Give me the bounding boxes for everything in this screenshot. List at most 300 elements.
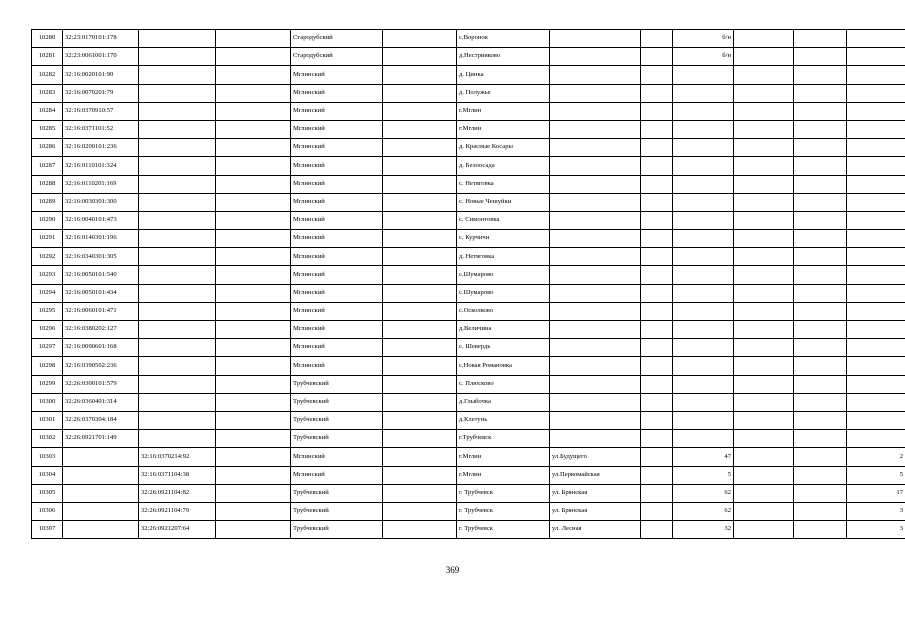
extra-cell <box>216 284 291 302</box>
apartment-cell: 3 <box>847 502 905 520</box>
building-cadastral-cell <box>139 357 216 375</box>
district-cell: Стародубский <box>291 30 383 48</box>
house-number-cell <box>673 175 734 193</box>
cadastral-number-cell: 32:16:0370910:57 <box>63 102 139 120</box>
block-cell <box>794 157 847 175</box>
building-cell <box>734 211 794 229</box>
house-number-cell <box>673 66 734 84</box>
street-cell <box>550 175 641 193</box>
locality-cell: д. Нетяговка <box>457 248 550 266</box>
extra-cell <box>216 321 291 339</box>
extra-cell <box>216 393 291 411</box>
cadastral-number-cell: 32:23:0061001:170 <box>63 48 139 66</box>
street-cell <box>550 393 641 411</box>
table-row <box>32 266 905 284</box>
extra-cell <box>216 266 291 284</box>
gap-cell <box>641 375 673 393</box>
district-cell: Стародубский <box>291 48 383 66</box>
district-cell: Мглинский <box>291 175 383 193</box>
table-row <box>32 30 905 48</box>
page-number: 369 <box>445 565 460 575</box>
street-cell <box>550 321 641 339</box>
house-number-cell: 62 <box>673 502 734 520</box>
district-cell: Мглинский <box>291 466 383 484</box>
building-cadastral-cell <box>139 120 216 138</box>
house-number-cell <box>673 284 734 302</box>
row-number-cell: 10303 <box>32 448 63 466</box>
street-cell <box>550 102 641 120</box>
apartment-cell <box>847 66 905 84</box>
building-cell <box>734 339 794 357</box>
locality-cell: с.Осколково <box>457 302 550 320</box>
settlement-type-cell <box>383 139 457 157</box>
building-cell <box>734 302 794 320</box>
gap-cell <box>641 211 673 229</box>
gap-cell <box>641 484 673 502</box>
table-row <box>32 411 905 429</box>
table-row <box>32 448 905 466</box>
apartment-cell <box>847 393 905 411</box>
row-number-cell: 10305 <box>32 484 63 502</box>
locality-cell: г. Трубчевск <box>457 484 550 502</box>
street-cell <box>550 339 641 357</box>
building-cell <box>734 139 794 157</box>
extra-cell <box>216 375 291 393</box>
extra-cell <box>216 193 291 211</box>
locality-cell: с. Симонтовка <box>457 211 550 229</box>
street-cell <box>550 48 641 66</box>
extra-cell <box>216 248 291 266</box>
street-cell <box>550 120 641 138</box>
row-number-cell: 10300 <box>32 393 63 411</box>
building-cell <box>734 357 794 375</box>
building-cell <box>734 175 794 193</box>
block-cell <box>794 484 847 502</box>
table-row <box>32 230 905 248</box>
block-cell <box>794 521 847 539</box>
gap-cell <box>641 466 673 484</box>
settlement-type-cell <box>383 248 457 266</box>
table-row <box>32 302 905 320</box>
house-number-cell <box>673 102 734 120</box>
cadastral-number-cell: 32:23:0170101:178 <box>63 30 139 48</box>
extra-cell <box>216 139 291 157</box>
table-row <box>32 120 905 138</box>
cadastral-number-cell: 32:16:0060101:471 <box>63 302 139 320</box>
street-cell <box>550 302 641 320</box>
district-cell: Мглинский <box>291 284 383 302</box>
row-number-cell: 10288 <box>32 175 63 193</box>
locality-cell: с. Нетяговка <box>457 175 550 193</box>
block-cell <box>794 375 847 393</box>
block-cell <box>794 48 847 66</box>
building-cadastral-cell <box>139 66 216 84</box>
extra-cell <box>216 339 291 357</box>
settlement-type-cell <box>383 193 457 211</box>
apartment-cell <box>847 230 905 248</box>
gap-cell <box>641 230 673 248</box>
house-number-cell <box>673 302 734 320</box>
table-row <box>32 393 905 411</box>
house-number-cell <box>673 157 734 175</box>
gap-cell <box>641 157 673 175</box>
table-row <box>32 48 905 66</box>
district-cell: Мглинский <box>291 157 383 175</box>
district-cell: Мглинский <box>291 120 383 138</box>
building-cell <box>734 48 794 66</box>
district-cell: Трубчевский <box>291 502 383 520</box>
row-number-cell: 10287 <box>32 157 63 175</box>
locality-cell: г.Трубчевск <box>457 430 550 448</box>
block-cell <box>794 248 847 266</box>
cadastral-number-cell <box>63 448 139 466</box>
district-cell: Трубчевский <box>291 393 383 411</box>
block-cell <box>794 193 847 211</box>
extra-cell <box>216 157 291 175</box>
row-number-cell: 10297 <box>32 339 63 357</box>
block-cell <box>794 284 847 302</box>
row-number-cell: 10302 <box>32 430 63 448</box>
apartment-cell: 3 <box>847 521 905 539</box>
extra-cell <box>216 230 291 248</box>
apartment-cell <box>847 248 905 266</box>
locality-cell: с.Воронок <box>457 30 550 48</box>
district-cell: Мглинский <box>291 302 383 320</box>
block-cell <box>794 84 847 102</box>
settlement-type-cell <box>383 230 457 248</box>
cadastral-number-cell <box>63 466 139 484</box>
street-cell <box>550 357 641 375</box>
locality-cell: г. Трубчевск <box>457 521 550 539</box>
apartment-cell <box>847 284 905 302</box>
cadastral-number-cell: 32:16:0371101:52 <box>63 120 139 138</box>
apartment-cell <box>847 157 905 175</box>
cadastral-number-cell: 32:26:0300101:579 <box>63 375 139 393</box>
building-cell <box>734 502 794 520</box>
block-cell <box>794 175 847 193</box>
cadastral-number-cell <box>63 521 139 539</box>
district-cell: Мглинский <box>291 448 383 466</box>
row-number-cell: 10286 <box>32 139 63 157</box>
house-number-cell: 5 <box>673 466 734 484</box>
house-number-cell <box>673 248 734 266</box>
cadastral-number-cell: 32:16:0090601:168 <box>63 339 139 357</box>
row-number-cell: 10291 <box>32 230 63 248</box>
locality-cell: г.Мглин <box>457 466 550 484</box>
house-number-cell: 62 <box>673 484 734 502</box>
district-cell: Мглинский <box>291 321 383 339</box>
gap-cell <box>641 266 673 284</box>
building-cadastral-cell <box>139 193 216 211</box>
table-row <box>32 466 905 484</box>
cadastral-number-cell: 32:26:0360401:314 <box>63 393 139 411</box>
settlement-type-cell <box>383 430 457 448</box>
gap-cell <box>641 30 673 48</box>
apartment-cell <box>847 175 905 193</box>
cadastral-number-cell: 32:16:0020101:90 <box>63 66 139 84</box>
gap-cell <box>641 430 673 448</box>
street-cell <box>550 248 641 266</box>
locality-cell: г.Мглин <box>457 120 550 138</box>
block-cell <box>794 211 847 229</box>
block-cell <box>794 30 847 48</box>
cadastral-number-cell <box>63 484 139 502</box>
apartment-cell <box>847 102 905 120</box>
table-row <box>32 248 905 266</box>
gap-cell <box>641 66 673 84</box>
table-row <box>32 484 905 502</box>
street-cell <box>550 211 641 229</box>
block-cell <box>794 411 847 429</box>
gap-cell <box>641 48 673 66</box>
settlement-type-cell <box>383 66 457 84</box>
building-cadastral-cell <box>139 102 216 120</box>
cadastral-number-cell <box>63 502 139 520</box>
house-number-cell: б/н <box>673 30 734 48</box>
table-row <box>32 375 905 393</box>
building-cadastral-cell <box>139 175 216 193</box>
table-row <box>32 211 905 229</box>
building-cadastral-cell <box>139 284 216 302</box>
locality-cell: д. Цинка <box>457 66 550 84</box>
building-cell <box>734 284 794 302</box>
street-cell <box>550 193 641 211</box>
building-cell <box>734 321 794 339</box>
block-cell <box>794 466 847 484</box>
locality-cell: с.Шумарово <box>457 284 550 302</box>
locality-cell: г.Мглин <box>457 448 550 466</box>
building-cadastral-cell <box>139 157 216 175</box>
house-number-cell <box>673 393 734 411</box>
block-cell <box>794 393 847 411</box>
row-number-cell: 10294 <box>32 284 63 302</box>
building-cadastral-cell <box>139 411 216 429</box>
house-number-cell <box>673 230 734 248</box>
building-cell <box>734 30 794 48</box>
table-row <box>32 284 905 302</box>
row-number-cell: 10285 <box>32 120 63 138</box>
cadastral-number-cell: 32:16:0050101:540 <box>63 266 139 284</box>
street-cell: ул. Брянская <box>550 484 641 502</box>
building-cadastral-cell <box>139 248 216 266</box>
settlement-type-cell <box>383 30 457 48</box>
street-cell <box>550 230 641 248</box>
house-number-cell: 47 <box>673 448 734 466</box>
district-cell: Мглинский <box>291 230 383 248</box>
street-cell: ул.Будущего <box>550 448 641 466</box>
row-number-cell: 10290 <box>32 211 63 229</box>
block-cell <box>794 502 847 520</box>
cadastral-number-cell: 32:16:0340301:305 <box>63 248 139 266</box>
row-number-cell: 10301 <box>32 411 63 429</box>
locality-cell: г. Трубчевск <box>457 502 550 520</box>
gap-cell <box>641 393 673 411</box>
settlement-type-cell <box>383 484 457 502</box>
building-cell <box>734 375 794 393</box>
table-row <box>32 175 905 193</box>
building-cell <box>734 393 794 411</box>
row-number-cell: 10296 <box>32 321 63 339</box>
house-number-cell <box>673 357 734 375</box>
district-cell: Трубчевский <box>291 484 383 502</box>
apartment-cell <box>847 302 905 320</box>
apartment-cell: 2 <box>847 448 905 466</box>
row-number-cell: 10280 <box>32 30 63 48</box>
settlement-type-cell <box>383 411 457 429</box>
apartment-cell: 5 <box>847 466 905 484</box>
apartment-cell <box>847 139 905 157</box>
locality-cell: с. Плюсково <box>457 375 550 393</box>
extra-cell <box>216 120 291 138</box>
cadastral-number-cell: 32:16:0110101:324 <box>63 157 139 175</box>
row-number-cell: 10298 <box>32 357 63 375</box>
building-cadastral-cell <box>139 339 216 357</box>
apartment-cell <box>847 375 905 393</box>
registry-table <box>31 29 905 539</box>
street-cell <box>550 430 641 448</box>
locality-cell: с. Новые Чешуйки <box>457 193 550 211</box>
extra-cell <box>216 466 291 484</box>
apartment-cell <box>847 211 905 229</box>
house-number-cell <box>673 266 734 284</box>
street-cell <box>550 30 641 48</box>
extra-cell <box>216 521 291 539</box>
block-cell <box>794 66 847 84</box>
settlement-type-cell <box>383 84 457 102</box>
district-cell: Мглинский <box>291 266 383 284</box>
building-cell <box>734 521 794 539</box>
house-number-cell: 32 <box>673 521 734 539</box>
gap-cell <box>641 321 673 339</box>
locality-cell: с.Новая Романовка <box>457 357 550 375</box>
district-cell: Мглинский <box>291 211 383 229</box>
block-cell <box>794 321 847 339</box>
building-cell <box>734 430 794 448</box>
table-row <box>32 139 905 157</box>
table-row <box>32 321 905 339</box>
gap-cell <box>641 411 673 429</box>
apartment-cell <box>847 321 905 339</box>
building-cadastral-cell: 32:26:0921104:82 <box>139 484 216 502</box>
gap-cell <box>641 102 673 120</box>
street-cell <box>550 157 641 175</box>
locality-cell: д.Клетунь <box>457 411 550 429</box>
building-cadastral-cell: 32:26:0921104:79 <box>139 502 216 520</box>
street-cell <box>550 84 641 102</box>
extra-cell <box>216 84 291 102</box>
cadastral-number-cell: 32:16:0030301:300 <box>63 193 139 211</box>
house-number-cell <box>673 193 734 211</box>
gap-cell <box>641 502 673 520</box>
block-cell <box>794 448 847 466</box>
table-row <box>32 66 905 84</box>
house-number-cell <box>673 375 734 393</box>
building-cadastral-cell <box>139 375 216 393</box>
extra-cell <box>216 484 291 502</box>
building-cadastral-cell <box>139 48 216 66</box>
apartment-cell <box>847 339 905 357</box>
gap-cell <box>641 284 673 302</box>
gap-cell <box>641 448 673 466</box>
apartment-cell <box>847 84 905 102</box>
gap-cell <box>641 139 673 157</box>
block-cell <box>794 302 847 320</box>
settlement-type-cell <box>383 521 457 539</box>
apartment-cell <box>847 48 905 66</box>
row-number-cell: 10289 <box>32 193 63 211</box>
row-number-cell: 10307 <box>32 521 63 539</box>
cadastral-number-cell: 32:16:0140301:196 <box>63 230 139 248</box>
apartment-cell: 17 <box>847 484 905 502</box>
locality-cell: г.Мглин <box>457 102 550 120</box>
house-number-cell <box>673 411 734 429</box>
cadastral-number-cell: 32:16:0070201:79 <box>63 84 139 102</box>
table-row <box>32 102 905 120</box>
building-cadastral-cell <box>139 139 216 157</box>
building-cell <box>734 448 794 466</box>
building-cadastral-cell: 32:26:0921207:64 <box>139 521 216 539</box>
gap-cell <box>641 248 673 266</box>
settlement-type-cell <box>383 357 457 375</box>
table-row <box>32 157 905 175</box>
building-cell <box>734 193 794 211</box>
gap-cell <box>641 302 673 320</box>
cadastral-number-cell: 32:16:0050101:434 <box>63 284 139 302</box>
locality-cell: д.Величина <box>457 321 550 339</box>
building-cell <box>734 266 794 284</box>
extra-cell <box>216 66 291 84</box>
table-row <box>32 521 905 539</box>
row-number-cell: 10304 <box>32 466 63 484</box>
block-cell <box>794 266 847 284</box>
building-cadastral-cell: 32:16:0371104:38 <box>139 466 216 484</box>
house-number-cell <box>673 430 734 448</box>
building-cadastral-cell <box>139 30 216 48</box>
block-cell <box>794 430 847 448</box>
locality-cell: с. Шевердь <box>457 339 550 357</box>
row-number-cell: 10292 <box>32 248 63 266</box>
house-number-cell <box>673 120 734 138</box>
extra-cell <box>216 430 291 448</box>
building-cell <box>734 248 794 266</box>
cadastral-number-cell: 32:26:0370304:184 <box>63 411 139 429</box>
apartment-cell <box>847 30 905 48</box>
district-cell: Трубчевский <box>291 430 383 448</box>
district-cell: Мглинский <box>291 357 383 375</box>
cadastral-number-cell: 32:16:0380202:127 <box>63 321 139 339</box>
row-number-cell: 10283 <box>32 84 63 102</box>
street-cell <box>550 284 641 302</box>
cadastral-number-cell: 32:26:0921701:149 <box>63 430 139 448</box>
building-cadastral-cell <box>139 84 216 102</box>
street-cell: ул.Первомайская <box>550 466 641 484</box>
apartment-cell <box>847 430 905 448</box>
district-cell: Трубчевский <box>291 521 383 539</box>
street-cell <box>550 266 641 284</box>
gap-cell <box>641 357 673 375</box>
street-cell <box>550 139 641 157</box>
settlement-type-cell <box>383 157 457 175</box>
building-cadastral-cell <box>139 211 216 229</box>
building-cadastral-cell <box>139 393 216 411</box>
extra-cell <box>216 30 291 48</box>
row-number-cell: 10293 <box>32 266 63 284</box>
street-cell: ул. Брянская <box>550 502 641 520</box>
settlement-type-cell <box>383 120 457 138</box>
extra-cell <box>216 102 291 120</box>
settlement-type-cell <box>383 175 457 193</box>
locality-cell: д. Полужье <box>457 84 550 102</box>
